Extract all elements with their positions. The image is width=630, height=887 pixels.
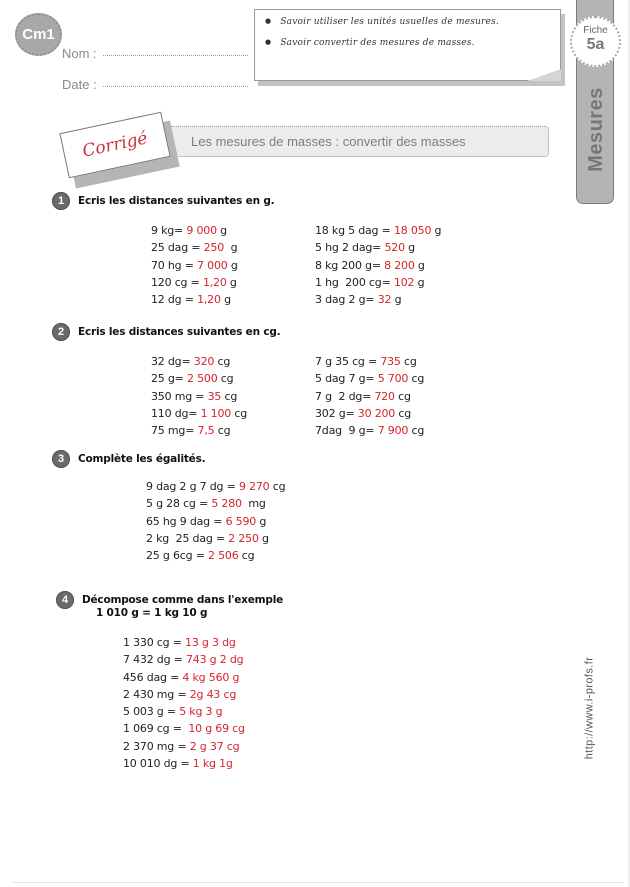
exercise-line: 1 069 cg = 10 g 69 cg bbox=[123, 722, 245, 736]
answer: 9 270 bbox=[238, 480, 270, 493]
exercise-4-column-1 bbox=[123, 634, 245, 772]
exercise-line: 9 dag 2 g 7 dg = 9 270 cg bbox=[146, 480, 286, 493]
exercise-line: 120 cg = 1,20 g bbox=[151, 275, 237, 289]
exercise-line: 12 dg = 1,20 g bbox=[151, 293, 231, 307]
exercise-line: 350 mg = 35 cg bbox=[151, 389, 238, 403]
exercise-line: 70 hg = 7 000 g bbox=[151, 258, 238, 272]
exercise-1-column-1 bbox=[151, 222, 238, 308]
answer: 2 506 bbox=[208, 549, 239, 563]
exercise-2-column-1 bbox=[151, 353, 247, 439]
objective-item: ● Savoir utiliser les unités usuelles de mesures. bbox=[265, 17, 560, 38]
exercise-line: 456 dag = 4 kg 560 g bbox=[123, 670, 240, 684]
exercise-1-header bbox=[52, 192, 274, 210]
exercise-line: 75 mg= 7,5 cg bbox=[151, 424, 231, 438]
exercise-line: 5 dag 7 g= 5 700 cg bbox=[315, 372, 425, 386]
answer: 743 g 2 dg bbox=[185, 653, 244, 667]
name-field[interactable] bbox=[62, 46, 248, 61]
exercise-1-column-2 bbox=[315, 222, 441, 308]
answer: 5 280 bbox=[211, 497, 242, 511]
exercise-4-example: 1 010 g = 1 kg 10 g bbox=[96, 607, 208, 619]
answer: 720 bbox=[374, 389, 395, 403]
level-badge bbox=[15, 13, 62, 56]
answer: 18 050 bbox=[393, 224, 432, 237]
corrige-label: Corrigé bbox=[80, 128, 150, 162]
answer: 8 200 bbox=[384, 258, 415, 272]
answer: 2 500 bbox=[187, 372, 218, 386]
exercise-line: 110 dg= 1 100 cg bbox=[151, 406, 248, 420]
answer: 320 bbox=[193, 355, 215, 368]
page-bottom-border bbox=[12, 882, 624, 883]
exercise-line: 9 kg= 9 000 g bbox=[151, 224, 227, 237]
answer: 520 bbox=[384, 241, 405, 255]
exercise-line: 32 dg= 320 cg bbox=[151, 355, 231, 368]
exercise-line: 5 hg 2 dag= 520 g bbox=[315, 241, 415, 255]
exercise-line: 7 g 2 dg= 720 cg bbox=[315, 389, 411, 403]
answer: 7 900 bbox=[377, 424, 409, 438]
exercise-line: 65 hg 9 dag = 6 590 g bbox=[146, 514, 267, 528]
exercise-line: 25 dag = 250 g bbox=[151, 241, 238, 255]
objectives-box bbox=[254, 9, 561, 81]
answer: 5 kg 3 g bbox=[179, 705, 223, 719]
answer: 1 kg 1g bbox=[192, 757, 233, 771]
answer: 7 000 bbox=[197, 258, 228, 272]
worksheet-title: Les mesures de masses : convertir des masses bbox=[191, 134, 466, 149]
exercise-line: 7 g 35 cg = 735 cg bbox=[315, 355, 417, 368]
exercise-line: 7 432 dg = 743 g 2 dg bbox=[123, 653, 244, 667]
answer: 32 bbox=[377, 293, 392, 307]
exercise-line: 1 hg 200 cg= 102 g bbox=[315, 275, 425, 289]
answer: 13 g 3 dg bbox=[185, 636, 236, 649]
exercise-line: 25 g 6cg = 2 506 cg bbox=[146, 549, 255, 563]
exercise-line: 25 g= 2 500 cg bbox=[151, 372, 234, 386]
exercise-line: 10 010 dg = 1 kg 1g bbox=[123, 757, 233, 771]
exercise-line: 2 kg 25 dag = 2 250 g bbox=[146, 531, 269, 545]
source-url-text: http://www.i-profs.fr bbox=[583, 656, 596, 759]
fiche-number: 5a bbox=[586, 36, 605, 53]
page-fold-decoration bbox=[527, 69, 561, 81]
objective-item: ● Savoir convertir des mesures de masses. bbox=[265, 38, 560, 59]
answer: 10 g 69 cg bbox=[188, 722, 245, 736]
exercise-line: 18 kg 5 dag = 18 050 g bbox=[315, 224, 442, 237]
answer: 30 200 bbox=[357, 406, 396, 420]
exercise-title: Ecris les distances suivantes en g. bbox=[78, 195, 275, 207]
exercise-title: Décompose comme dans l'exemple bbox=[82, 594, 284, 606]
exercise-line: 1 330 cg = 13 g 3 dg bbox=[123, 636, 236, 649]
exercise-line: 8 kg 200 g= 8 200 g bbox=[315, 258, 425, 272]
answer: 2g 43 cg bbox=[189, 687, 237, 701]
date-label: Date : bbox=[62, 77, 97, 92]
exercise-line: 302 g= 30 200 cg bbox=[315, 406, 412, 420]
exercise-line: 2 430 mg = 2g 43 cg bbox=[123, 687, 237, 701]
exercise-line: 3 dag 2 g= 32 g bbox=[315, 293, 402, 307]
exercise-2-header bbox=[52, 323, 280, 341]
exercise-title: Complète les égalités. bbox=[78, 453, 206, 465]
exercise-line: 2 370 mg = 2 g 37 cg bbox=[123, 739, 240, 753]
exercise-line: 7dag 9 g= 7 900 cg bbox=[315, 424, 425, 438]
answer: 5 700 bbox=[377, 372, 409, 386]
answer: 1 100 bbox=[200, 406, 232, 420]
category-label: Mesures bbox=[584, 87, 607, 172]
answer: 2 g 37 cg bbox=[189, 739, 240, 753]
exercise-number-badge: 4 bbox=[56, 591, 74, 609]
answer: 735 bbox=[380, 355, 401, 368]
exercise-3-column-1 bbox=[146, 478, 285, 564]
exercise-2-column-2 bbox=[315, 353, 424, 439]
date-field[interactable] bbox=[62, 77, 248, 92]
exercise-3-header bbox=[52, 450, 205, 468]
exercise-number-badge: 3 bbox=[52, 450, 70, 468]
answer: 1,20 bbox=[197, 293, 221, 307]
answer: 250 bbox=[203, 241, 225, 255]
exercise-title: Ecris les distances suivantes en cg. bbox=[78, 326, 281, 338]
source-url bbox=[579, 640, 599, 775]
answer: 6 590 bbox=[225, 514, 257, 528]
answer: 2 250 bbox=[228, 531, 259, 545]
answer: 9 000 bbox=[186, 224, 217, 237]
fiche-label: Fiche bbox=[583, 25, 608, 36]
exercise-number-badge: 1 bbox=[52, 192, 70, 210]
exercise-number-badge: 2 bbox=[52, 323, 70, 341]
date-dotted-line[interactable] bbox=[103, 86, 248, 87]
level-label: Cm1 bbox=[22, 26, 55, 43]
exercise-line: 5 g 28 cg = 5 280 mg bbox=[146, 497, 266, 511]
exercise-line: 5 003 g = 5 kg 3 g bbox=[123, 705, 223, 719]
answer: 7,5 bbox=[197, 424, 215, 438]
answer: 4 kg 560 g bbox=[182, 670, 240, 684]
worksheet-title-bar bbox=[168, 126, 549, 157]
answer: 35 bbox=[207, 389, 222, 403]
name-dotted-line[interactable] bbox=[103, 55, 248, 56]
name-label: Nom : bbox=[62, 46, 97, 61]
fiche-badge bbox=[570, 16, 621, 67]
answer: 102 bbox=[393, 275, 415, 289]
answer: 1,20 bbox=[202, 275, 227, 289]
